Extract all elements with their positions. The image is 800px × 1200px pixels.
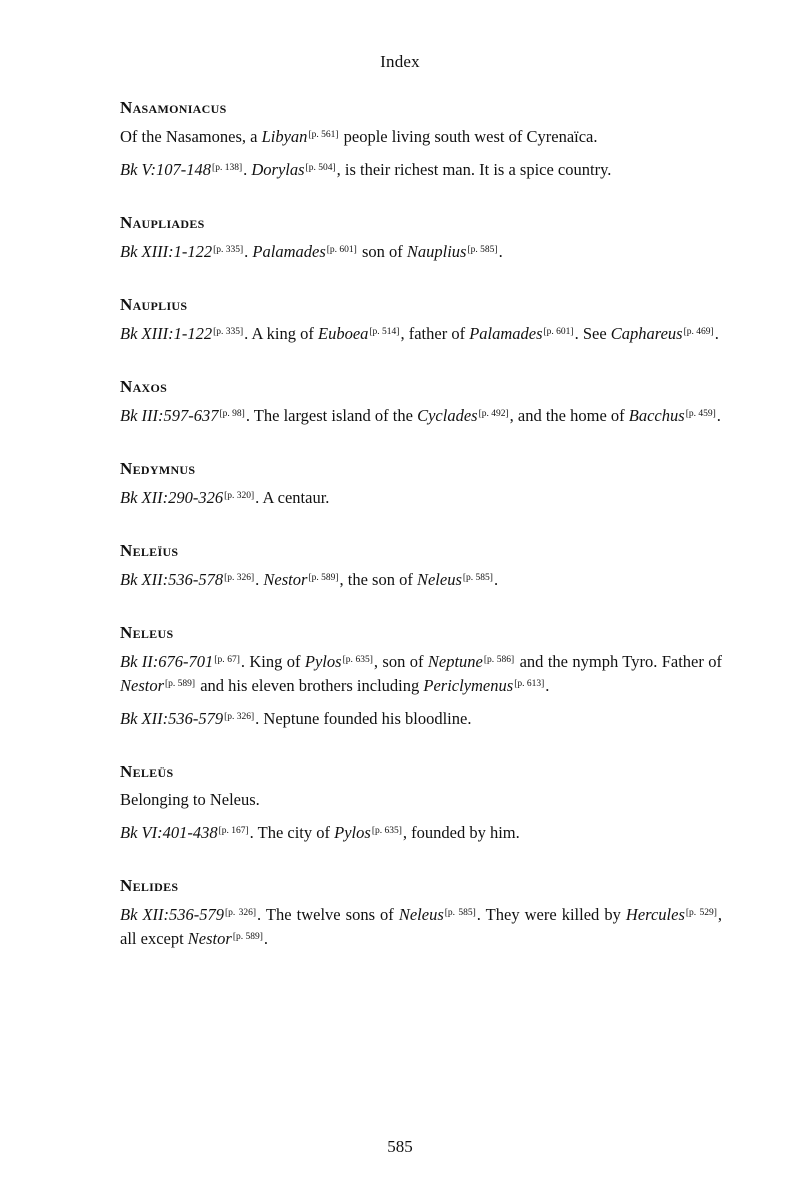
entry-paragraph <box>120 485 722 509</box>
cross-reference-link[interactable]: Cyclades <box>417 406 478 425</box>
cross-reference-link[interactable]: Nestor <box>120 676 165 695</box>
entry-text: , the son of <box>339 570 417 589</box>
page-reference-marker[interactable]: [p. 613] <box>514 679 545 689</box>
entry-paragraph <box>120 649 722 697</box>
cross-reference-link[interactable]: Periclymenus <box>423 676 514 695</box>
index-entry <box>120 762 722 844</box>
entry-text: . See <box>574 324 611 343</box>
entry-headword: Nelides <box>120 876 179 895</box>
cross-reference-link[interactable]: Nauplius <box>406 242 467 261</box>
entry-paragraph <box>120 706 722 730</box>
page-reference-marker[interactable]: [p. 504] <box>305 163 336 173</box>
entry-text: . <box>244 242 253 261</box>
entry-paragraph <box>120 788 722 811</box>
cross-reference-link[interactable]: Hercules <box>625 905 685 924</box>
entry-text: . A centaur. <box>255 488 330 507</box>
cross-reference-link[interactable]: Neptune <box>427 652 483 671</box>
index-entry <box>120 377 722 427</box>
page-reference-marker[interactable]: [p. 335] <box>213 327 244 337</box>
page-reference-marker[interactable]: [p. 589] <box>232 932 263 942</box>
cross-reference-link[interactable]: Nestor <box>187 929 232 948</box>
entry-paragraph <box>120 157 722 181</box>
cross-reference-link[interactable]: Caphareus <box>610 324 683 343</box>
page-reference-marker[interactable]: [p. 326] <box>224 712 255 722</box>
cross-reference-link[interactable]: Bk VI:401-438 <box>120 823 218 842</box>
cross-reference-link[interactable]: Bk XIII:1-122 <box>120 242 213 261</box>
cross-reference-link[interactable]: Euboea <box>317 324 369 343</box>
entry-text: . The twelve sons of <box>257 905 399 924</box>
entry-headword: Naxos <box>120 377 168 396</box>
entry-headword: Naupliades <box>120 213 205 232</box>
page-reference-marker[interactable]: [p. 320] <box>224 491 255 501</box>
cross-reference-link[interactable]: Bacchus <box>628 406 685 425</box>
entry-text: . <box>714 324 719 343</box>
index-entry <box>120 295 722 345</box>
entry-text: , father of <box>400 324 470 343</box>
entry-text: . <box>493 570 499 589</box>
page-reference-marker[interactable]: [p. 459] <box>685 409 716 419</box>
entry-text: . They were killed by <box>476 905 626 924</box>
entry-paragraph <box>120 567 722 591</box>
entry-text: . A king of <box>244 324 318 343</box>
entry-paragraph <box>120 902 722 950</box>
page-reference-marker[interactable]: [p. 514] <box>369 327 400 337</box>
page-reference-marker[interactable]: [p. 326] <box>224 573 255 583</box>
cross-reference-link[interactable]: Bk XII:290-326 <box>120 488 224 507</box>
entry-headword: Neleus <box>120 623 174 642</box>
entry-headword: Neleïus <box>120 541 179 560</box>
page-reference-marker[interactable]: [p. 585] <box>462 573 493 583</box>
entry-text: . King of <box>240 652 305 671</box>
page-reference-marker[interactable]: [p. 589] <box>165 679 196 689</box>
index-entry <box>120 623 722 730</box>
cross-reference-link[interactable]: Libyan <box>261 127 308 146</box>
cross-reference-link[interactable]: Bk XII:536-579 <box>120 709 224 728</box>
entry-text: , son of <box>373 652 428 671</box>
index-entry <box>120 876 722 950</box>
page-reference-marker[interactable]: [p. 469] <box>683 327 714 337</box>
cross-reference-link[interactable]: Bk V:107-148 <box>120 160 212 179</box>
page-reference-marker[interactable]: [p. 138] <box>212 163 243 173</box>
index-entry <box>120 213 722 263</box>
cross-reference-link[interactable]: Neleus <box>416 570 462 589</box>
entry-text: , and the home of <box>509 406 629 425</box>
cross-reference-link[interactable]: Palamades <box>252 242 326 261</box>
page-reference-marker[interactable]: [p. 529] <box>685 908 717 918</box>
page-reference-marker[interactable]: [p. 67] <box>214 655 240 665</box>
entry-paragraph <box>120 403 722 427</box>
entry-headword: Nauplius <box>120 295 188 314</box>
page-reference-marker[interactable]: [p. 585] <box>467 245 498 255</box>
page-reference-marker[interactable]: [p. 335] <box>213 245 244 255</box>
entry-text: . The city of <box>249 823 335 842</box>
page-reference-marker[interactable]: [p. 589] <box>308 573 339 583</box>
entry-text: . <box>498 242 503 261</box>
page-reference-marker[interactable]: [p. 326] <box>225 908 257 918</box>
cross-reference-link[interactable]: Bk XII:536-579 <box>120 905 225 924</box>
cross-reference-link[interactable]: Palamades <box>469 324 543 343</box>
entry-text: Belonging to Neleus. <box>120 790 260 809</box>
index-entry <box>120 541 722 591</box>
cross-reference-link[interactable]: Dorylas <box>251 160 305 179</box>
page-reference-marker[interactable]: [p. 167] <box>218 826 249 836</box>
page-reference-marker[interactable]: [p. 635] <box>342 655 373 665</box>
entry-text: . <box>255 570 264 589</box>
entry-text: and the nymph Tyro. Father of <box>515 652 722 671</box>
entry-text: , founded by him. <box>402 823 520 842</box>
entry-text: and his eleven brothers including <box>196 676 424 695</box>
page-reference-marker[interactable]: [p. 586] <box>483 655 515 665</box>
entry-paragraph <box>120 239 722 263</box>
entry-text: . <box>716 406 721 425</box>
entry-headword: Nedymnus <box>120 459 196 478</box>
cross-reference-link[interactable]: Bk II:676-701 <box>120 652 214 671</box>
cross-reference-link[interactable]: Neleus <box>398 905 444 924</box>
entry-text: . <box>545 676 550 695</box>
entry-headword: Nasamoniacus <box>120 98 227 117</box>
page-header-title: Index <box>380 52 420 71</box>
cross-reference-link[interactable]: Pylos <box>334 823 371 842</box>
cross-reference-link[interactable]: Nestor <box>263 570 308 589</box>
page-reference-marker[interactable]: [p. 635] <box>371 826 402 836</box>
page-reference-marker[interactable]: [p. 492] <box>478 409 509 419</box>
page-reference-marker[interactable]: [p. 601] <box>543 327 574 337</box>
entry-text: people living south west of Cyrenaïca. <box>339 127 598 146</box>
cross-reference-link[interactable]: Pylos <box>304 652 342 671</box>
page-reference-marker[interactable]: [p. 98] <box>219 409 245 419</box>
entry-text: son of <box>357 242 407 261</box>
entry-text: Of the Nasamones, a <box>120 127 262 146</box>
entry-text: , is their richest man. It is a spice country. <box>336 160 612 179</box>
index-entries <box>120 98 722 982</box>
cross-reference-link[interactable]: Bk III:597-637 <box>120 406 219 425</box>
cross-reference-link[interactable]: Bk XII:536-578 <box>120 570 224 589</box>
index-entry <box>120 459 722 509</box>
entry-text: . Neptune founded his bloodline. <box>255 709 472 728</box>
entry-text: . The largest island of the <box>245 406 418 425</box>
cross-reference-link[interactable]: Bk XIII:1-122 <box>120 324 213 343</box>
entry-paragraph <box>120 820 722 844</box>
page-reference-marker[interactable]: [p. 601] <box>326 245 357 255</box>
entry-text: . <box>243 160 252 179</box>
page-reference-marker[interactable]: [p. 585] <box>444 908 476 918</box>
entry-text: , all except <box>120 905 723 948</box>
entry-text: . <box>263 929 269 948</box>
index-entry <box>120 98 722 181</box>
entry-paragraph <box>120 321 722 345</box>
entry-headword: Neleüs <box>120 762 174 781</box>
page-reference-marker[interactable]: [p. 561] <box>308 130 339 140</box>
entry-paragraph <box>120 124 722 148</box>
page-number: 585 <box>387 1137 413 1156</box>
